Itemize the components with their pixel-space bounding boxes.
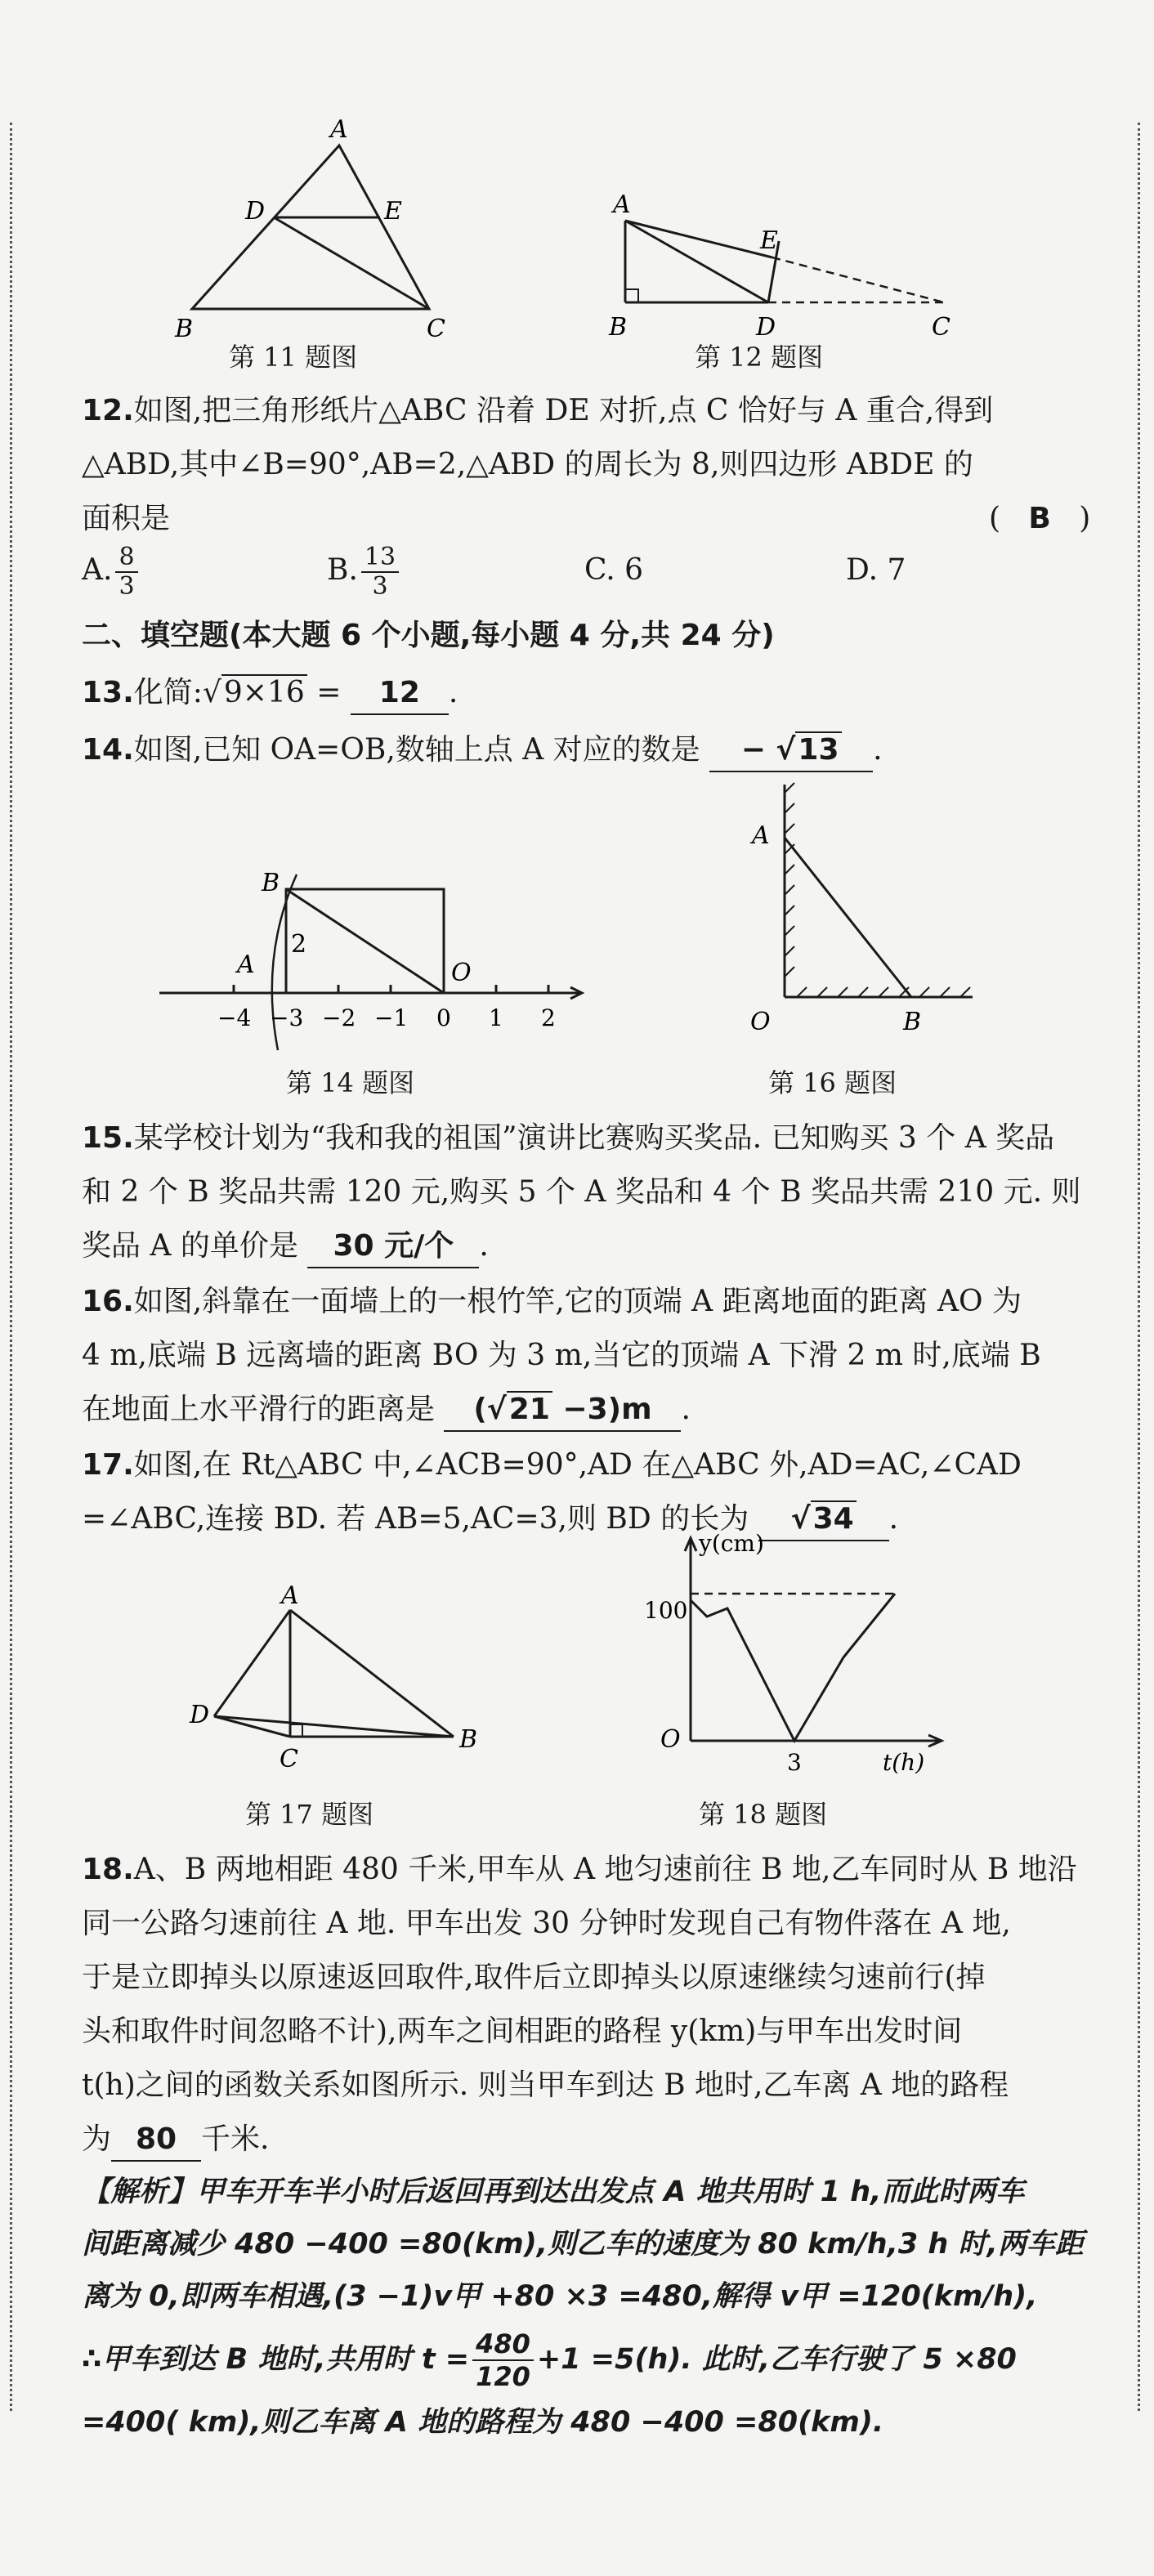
q14-answer: − √13 <box>709 730 873 772</box>
q16-end: . <box>681 1393 691 1426</box>
q18-line6-end: 千米. <box>201 2122 270 2156</box>
question-12 <box>82 384 1103 546</box>
q14-number: 14. <box>82 733 134 767</box>
q17-answer-radicand: 34 <box>811 1500 857 1536</box>
fig16-label-b: B <box>903 1008 922 1036</box>
fig12-label-c: C <box>932 313 950 342</box>
q12-paren-open: ( <box>989 502 1001 535</box>
fig17-right-angle <box>290 1724 302 1737</box>
fig11-label-d: D <box>245 197 266 226</box>
analysis-fraction-numerator: 480 <box>472 2328 534 2361</box>
fig14-tick-label: −1 <box>374 1004 409 1031</box>
q12-line1: 如图,把三角形纸片△ABC 沿着 DE 对折,点 C 恰好与 A 重合,得到 <box>133 394 994 427</box>
q18-line5: t(h)之间的函数关系如图所示. 则当甲车到达 B 地时,乙车离 A 地的路程 <box>82 2068 1009 2102</box>
fig12-caption: 第 12 题图 <box>695 342 824 373</box>
question-18 <box>82 1843 1103 2167</box>
right-dotted-margin <box>1138 123 1140 2411</box>
q12-option-a-numerator: 8 <box>115 543 137 573</box>
left-dotted-margin <box>10 123 12 2411</box>
q18-line6-start: 为 <box>82 2122 112 2156</box>
section-2-note: (本大题 6 个小题,每小题 4 分,共 24 分) <box>229 619 775 652</box>
fig11-label-a: A <box>330 115 348 144</box>
fig12-label-a: A <box>613 190 631 219</box>
q15-line2: 和 2 个 B 奖品共需 120 元,购买 5 个 A 奖品和 4 个 B 奖品共需 210 元. 则 <box>82 1175 1081 1209</box>
fig14-tick-label: −2 <box>322 1004 356 1031</box>
fig18-y-label: y(cm) <box>699 1530 764 1557</box>
fig16-pole <box>785 838 911 997</box>
q12-option-a-denominator: 3 <box>119 572 135 601</box>
question-16 <box>82 1275 1103 1437</box>
fig11-caption: 第 11 题图 <box>229 342 358 373</box>
question-13: 13.化简:√9×16 = 12 . <box>82 666 1103 720</box>
fig12-ad <box>625 221 768 302</box>
q16-answer-rest: −3)m <box>552 1393 652 1426</box>
section-2-heading <box>82 609 1103 663</box>
fig17-label-c: C <box>280 1745 298 1773</box>
q12-line3: 面积是 <box>82 502 171 535</box>
analysis-line3: 离为 0,即两车相遇,(3 −1)v甲 +80 ×3 =480,解得 v甲 =120(km/h), <box>82 2280 1038 2313</box>
figure-11 <box>163 114 474 351</box>
q13-equals: = <box>306 676 351 709</box>
fig14-tick-label: 2 <box>541 1004 556 1031</box>
figure-12 <box>601 180 977 343</box>
fig16-caption: 第 16 题图 <box>768 1067 897 1098</box>
fig17-ad <box>214 1610 290 1716</box>
analysis-tag: 【解析】 <box>82 2176 197 2208</box>
q14-text: 如图,已知 OA=OB,数轴上点 A 对应的数是 <box>133 733 700 767</box>
q12-option-b-numerator: 13 <box>361 543 399 573</box>
fig14-caption: 第 14 题图 <box>286 1067 415 1098</box>
fig12-label-e: E <box>760 226 778 255</box>
q12-option-a-label: A. <box>82 553 113 587</box>
fig12-label-b: B <box>609 313 628 342</box>
fig11-triangle <box>192 145 429 309</box>
analysis-line2: 间距离减少 480 −400 =80(km),则乙车的速度为 80 km/h,3 h 时,两车距 <box>82 2228 1084 2261</box>
fig11-label-b: B <box>175 315 194 343</box>
q13-text: 化简: <box>133 676 203 709</box>
fig16-label-a: A <box>752 821 770 850</box>
q14-end: . <box>873 733 883 767</box>
section-2-title: 二、填空题 <box>82 619 230 652</box>
analysis-fraction-denominator: 120 <box>476 2361 530 2392</box>
q16-line2: 4 m,底端 B 远离墙的距离 BO 为 3 m,当它的顶端 A 下滑 2 m 时,底端 B <box>82 1339 1041 1372</box>
q18-line2: 同一公路匀速前往 A 地. 甲车出发 30 分钟时发现自己有物件落在 A 地, <box>82 1907 1011 1940</box>
fig16-wall-hatching <box>785 783 794 977</box>
analysis-line4-start: ∴甲车到达 B 地时,共用时 t = <box>82 2343 470 2376</box>
q12-option-b-label: B. <box>327 553 358 587</box>
q15-number: 15. <box>82 1121 134 1155</box>
fig12-ec-dashed <box>772 257 944 302</box>
q16-number: 16. <box>82 1285 134 1318</box>
fig18-x-label: t(h) <box>883 1749 925 1776</box>
fig16-ground-hatching <box>797 987 970 997</box>
q15-line3: 奖品 A 的单价是 <box>82 1229 298 1263</box>
fig14-height-label: 2 <box>291 930 307 959</box>
q17-line2: =∠ABC,连接 BD. 若 AB=5,AC=3,则 BD 的长为 <box>82 1502 749 1536</box>
fig17-label-b: B <box>459 1725 478 1754</box>
q15-answer: 30 元/个 <box>307 1226 479 1268</box>
fig18-tick-3: 3 <box>787 1749 802 1776</box>
q12-option-b <box>327 543 402 601</box>
fig14-tick-label: 0 <box>436 1004 451 1031</box>
q12-paren-close: ) <box>1079 502 1091 535</box>
fig17-ab <box>290 1610 454 1737</box>
fig14-tick-label: 1 <box>489 1004 503 1031</box>
fig17-label-d: D <box>190 1701 210 1729</box>
q16-answer: (√21 −3)m <box>444 1389 681 1432</box>
fig14-label-a: A <box>237 950 255 979</box>
q12-answer: B <box>1028 502 1051 535</box>
fig11-label-e: E <box>384 197 402 226</box>
q16-line1: 如图,斜靠在一面墙上的一根竹竿,它的顶端 A 距离地面的距离 AO 为 <box>133 1285 1022 1318</box>
q16-answer-radicand: 21 <box>507 1391 552 1426</box>
fig17-label-a: A <box>281 1581 299 1610</box>
fig11-label-c: C <box>427 315 445 343</box>
q13-radicand: 9×16 <box>221 674 307 709</box>
fig12-label-d: D <box>756 313 776 342</box>
q12-option-b-denominator: 3 <box>372 572 388 601</box>
figure-17 <box>180 1577 507 1782</box>
figure-18 <box>629 1528 956 1782</box>
q18-answer: 80 <box>111 2119 201 2162</box>
q12-option-a-fraction <box>115 543 137 601</box>
fig18-graph-line <box>691 1594 895 1741</box>
q12-line2: △ABD,其中∠B=90°,AB=2,△ABD 的周长为 8,则四边形 ABDE 的 <box>82 448 973 481</box>
q13-end: . <box>448 676 458 709</box>
fig18-origin: O <box>660 1725 681 1754</box>
figure-16 <box>736 776 997 1046</box>
q13-number: 13. <box>82 676 134 709</box>
fig12-right-angle <box>625 289 638 302</box>
q12-option-c: C. 6 <box>584 553 644 587</box>
q18-line4: 头和取件时间忽略不计),两车之间相距的路程 y(km)与甲车出发时间 <box>82 2015 963 2048</box>
q16-answer-open: ( <box>473 1393 487 1426</box>
q12-option-a <box>82 543 141 601</box>
q17-line1: 如图,在 Rt△ABC 中,∠ACB=90°,AD 在△ABC 外,AD=AC,∠CAD <box>133 1448 1022 1482</box>
fig17-caption: 第 17 题图 <box>245 1799 374 1830</box>
q17-answer: √34 <box>758 1499 889 1541</box>
fig12-ae <box>625 221 772 257</box>
fig14-label-b: B <box>262 869 280 897</box>
fig16-label-o: O <box>750 1008 771 1036</box>
analysis-fraction <box>472 2328 534 2392</box>
q18-line1: A、B 两地相距 480 千米,甲车从 A 地匀速前往 B 地,乙车同时从 B 地沿 <box>133 1853 1077 1886</box>
fig14-diagonal-bo <box>286 889 444 993</box>
fig14-label-o: O <box>451 959 472 987</box>
q14-answer-radicand: 13 <box>795 731 841 767</box>
analysis-line5: =400( km),则乙车离 A 地的路程为 480 −400 =80(km). <box>82 2406 884 2439</box>
q13-answer: 12 <box>351 673 449 715</box>
q17-number: 17. <box>82 1448 134 1482</box>
q12-number: 12. <box>82 394 134 427</box>
q16-line3: 在地面上水平滑行的距离是 <box>82 1393 436 1426</box>
question-14 <box>82 723 1103 777</box>
q18-line3: 于是立即掉头以原速返回取件,取件后立即掉头以原速继续匀速前行(掉 <box>82 1961 986 1994</box>
fig11-segment-dc <box>274 217 429 309</box>
q12-option-b-fraction <box>361 543 399 601</box>
q15-line1: 某学校计划为“我和我的祖国”演讲比赛购买奖品. 已知购买 3 个 A 奖品 <box>133 1121 1055 1155</box>
analysis-line1: 甲车开车半小时后返回再到达出发点 A 地共用时 1 h,而此时两车 <box>196 2176 1025 2208</box>
q17-end: . <box>888 1502 899 1536</box>
q12-option-d: D. 7 <box>846 553 906 587</box>
fig18-caption: 第 18 题图 <box>699 1799 828 1830</box>
analysis-line4-end: +1 =5(h). 此时,乙车行驶了 5 ×80 <box>536 2343 1017 2376</box>
analysis-block <box>82 2166 1103 2449</box>
figure-14 <box>155 866 597 1054</box>
q14-answer-sign: − <box>740 733 766 767</box>
fig14-tick-label: −4 <box>217 1004 252 1031</box>
fig14-tick-label: −3 <box>270 1004 304 1031</box>
fig18-value-100: 100 <box>644 1597 688 1624</box>
q15-end: . <box>479 1229 489 1263</box>
question-15 <box>82 1111 1103 1273</box>
q18-number: 18. <box>82 1853 134 1886</box>
